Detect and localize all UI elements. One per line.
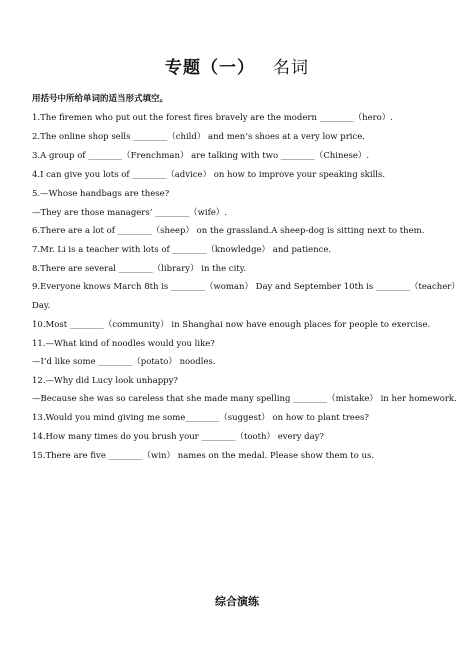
question-line: 4.I can give you lots of ________（advice） on how to improve your speaking skills. [32,170,386,180]
question-line: 6.There are a lot of ________（sheep） on the grassland.A sheep-dog is sitting next to them. [32,226,425,236]
question-line: 15.There are five ________（win） names on the medal. Please show them to us. [32,451,375,461]
page-title [0,53,474,78]
question-line: 12.—Why did Lucy look unhappy? [32,376,178,386]
question-line: 11.—What kind of noodles would you like? [32,339,215,349]
section-heading: 综合演练 [215,595,259,608]
question-line: 2.The online shop sells ________（child） and men’s shoes at a very low price. [32,132,365,142]
question-line: 5.—Whose handbags are these? [32,189,170,199]
question-line: 9.Everyone knows March 8th is ________（woman） Day and September 10th is ________（teacher） [32,282,460,292]
title-sub: 名词 [273,58,309,78]
question-line: 7.Mr. Li is a teacher with lots of ________（knowledge） and patience. [32,245,332,255]
title-main: 专题（一） [165,58,255,78]
question-line: 10.Most ________（community） in Shanghai now have enough places for people to exercise. [32,320,431,330]
question-line: 8.There are several ________（library） in the city. [32,264,247,274]
question-line: 1.The firemen who put out the forest fires bravely are the modern ________（hero）. [32,113,394,123]
question-line: —I’d like some ________（potato） noodles. [32,357,216,367]
question-line: 3.A group of ________（Frenchman） are talking with two ________（Chinese）. [32,151,370,161]
question-line: —Because she was so careless that she made many spelling ________（mistake） in her homework. [32,394,457,404]
question-line: 14.How many times do you brush your ________（tooth） every day? [32,432,324,442]
question-line: Day. [32,301,51,311]
instruction-text: 用括号中所给单词的适当形式填空。 [32,94,169,104]
question-line: 13.Would you mind giving me some________（suggest） on how to plant trees? [32,413,369,423]
question-line: —They are those managers’ ________（wife）. [32,208,227,218]
